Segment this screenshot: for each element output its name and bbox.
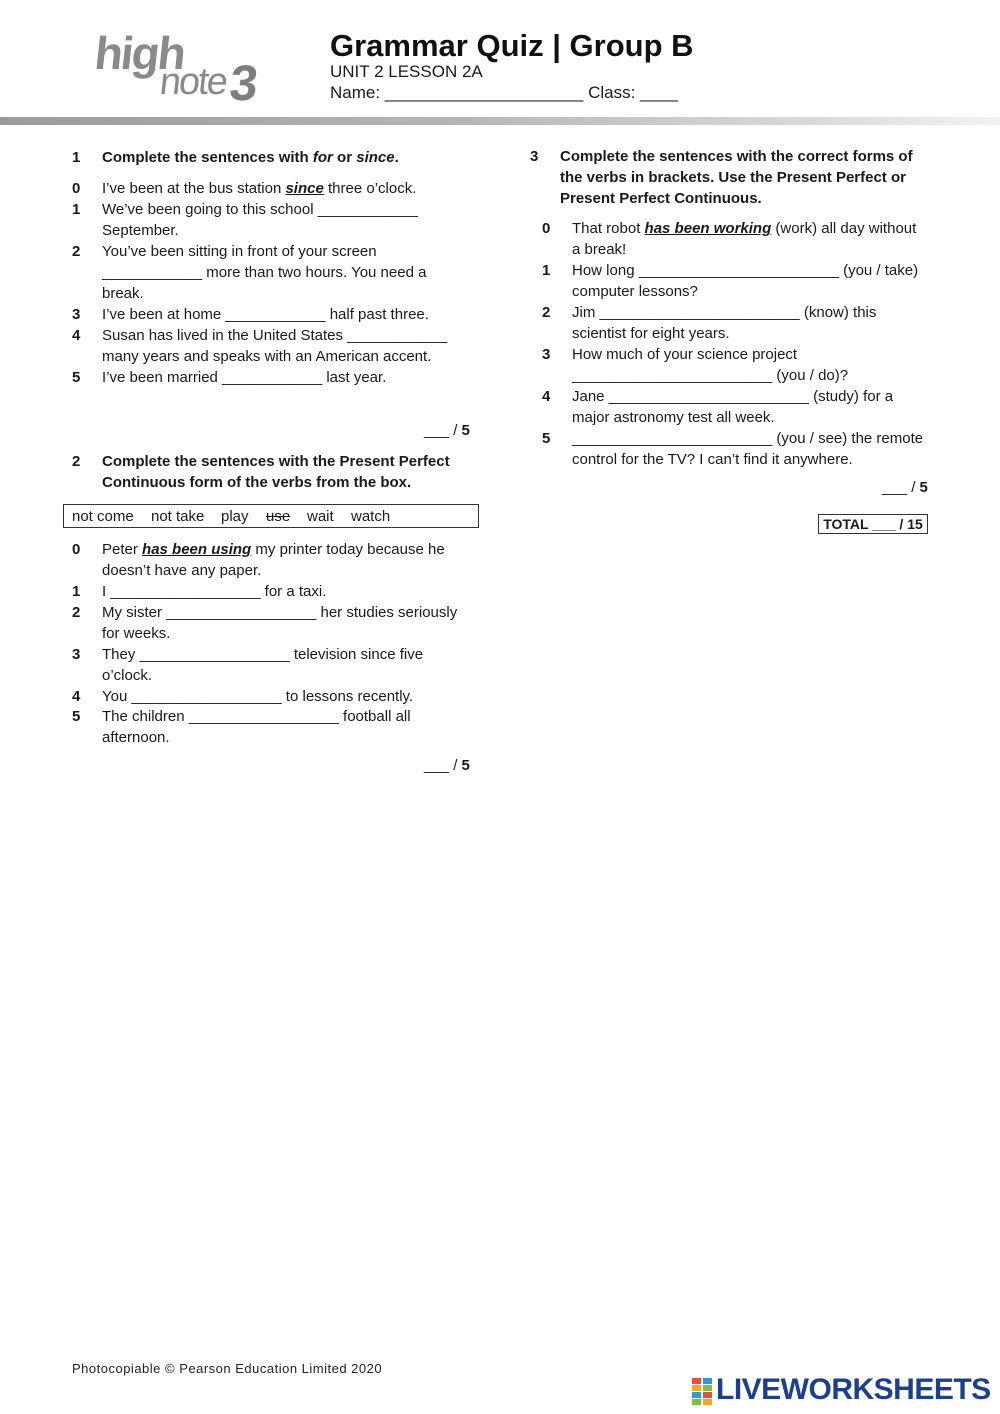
example-answer: has been working	[644, 220, 772, 237]
item-number: 1	[72, 201, 81, 218]
section-2-instruction: Complete the sentences with the Present Perfect	[102, 453, 450, 470]
sentence-line[interactable]: Jim ________________________ (know) this	[572, 304, 877, 321]
sentence-line: many years and speaks with an American accent.	[102, 348, 432, 365]
sentence-line[interactable]: ________________________ (you / do)?	[572, 367, 849, 384]
item-number: 3	[542, 346, 551, 363]
sentence-line: doesn’t have any paper.	[102, 562, 262, 579]
liveworksheets-cube-icon	[692, 1378, 714, 1404]
item-number: 3	[72, 646, 81, 663]
example-answer: has been using	[142, 541, 252, 558]
instruction-text: Complete the sentences with	[102, 149, 313, 166]
sentence-line: scientist for eight years.	[572, 325, 730, 342]
item-number: 4	[542, 388, 551, 405]
high-note-logo	[92, 27, 270, 111]
sentence-line[interactable]: My sister __________________ her studies seriously	[102, 604, 458, 621]
section-2-score	[424, 755, 470, 776]
instruction-period: .	[394, 149, 399, 166]
box-word: watch	[351, 508, 391, 525]
sentence-line[interactable]: How long ________________________ (you / take)	[572, 262, 919, 279]
logo-number: 3	[227, 55, 261, 111]
score-slash: /	[449, 757, 462, 774]
sentence-text: my printer today because he	[251, 541, 445, 558]
sentence-line: major astronomy test all week.	[572, 409, 775, 426]
item-number: 0	[542, 220, 551, 237]
sentence-line: break.	[102, 285, 144, 302]
sentence-line: September.	[102, 222, 179, 239]
example-sentence	[102, 539, 445, 560]
example-sentence	[572, 218, 916, 239]
box-word: not come	[72, 508, 134, 525]
item-number: 0	[72, 541, 81, 558]
section-2-number: 2	[72, 453, 81, 470]
total-score-box[interactable]: TOTAL ___ / 15	[818, 514, 928, 534]
logo-word-note: note	[157, 61, 229, 103]
item-number: 4	[72, 327, 81, 344]
box-word-used: use	[266, 508, 291, 525]
sentence-line: computer lessons?	[572, 283, 698, 300]
sentence-text: Peter	[102, 541, 143, 558]
score-total: 5	[461, 422, 470, 439]
liveworksheets-wordmark: LIVEWORKSHEETS	[716, 1373, 991, 1406]
sentence-text: (work) all day without	[771, 220, 917, 237]
sentence-text: That robot	[572, 220, 645, 237]
sentence-line[interactable]: ________________________ (you / see) the remote	[572, 430, 924, 447]
sentence-line: How much of your science project	[572, 346, 798, 363]
instruction-or: or	[332, 149, 357, 166]
score-slash: /	[449, 422, 462, 439]
sentence-line[interactable]: I __________________ for a taxi.	[102, 583, 327, 600]
word-box	[63, 504, 479, 528]
item-number: 5	[72, 369, 81, 386]
example-sentence	[102, 178, 416, 199]
section-1-score	[424, 420, 470, 441]
item-number: 5	[72, 708, 81, 725]
score-blank[interactable]: ___	[882, 479, 908, 496]
sentence-line[interactable]: We’ve been going to this school ____________	[102, 201, 418, 218]
header-divider	[0, 117, 1000, 125]
box-word: not take	[151, 508, 205, 525]
sentence-text: three o’clock.	[323, 180, 417, 197]
score-blank[interactable]: ___	[424, 422, 450, 439]
item-number: 2	[72, 604, 81, 621]
item-number: 5	[542, 430, 551, 447]
sentence-line[interactable]: Susan has lived in the United States ____________	[102, 327, 448, 344]
sentence-line[interactable]: I’ve been married ____________ last year.	[102, 369, 387, 386]
sentence-line: for weeks.	[102, 625, 171, 642]
section-3-instruction: Present Perfect Continuous.	[560, 190, 762, 207]
instruction-since: since	[356, 149, 395, 166]
sentence-line[interactable]: I’ve been at home ____________ half past three.	[102, 306, 429, 323]
sentence-line[interactable]: The children __________________ football all	[102, 708, 411, 725]
name-class-line: Name: _____________________ Class: ____	[330, 83, 678, 102]
item-number: 2	[72, 243, 81, 260]
sentence-line: control for the TV? I can’t find it anywhere.	[572, 451, 853, 468]
score-blank[interactable]: ___	[424, 757, 450, 774]
liveworksheets-logo	[692, 1373, 992, 1406]
item-number: 0	[72, 180, 81, 197]
section-3-score	[882, 477, 928, 498]
sentence-line: You’ve been sitting in front of your screen	[102, 243, 377, 260]
score-total: 5	[461, 757, 470, 774]
section-3-instruction: the verbs in brackets. Use the Present Perfect or	[560, 169, 906, 186]
instruction-for: for	[312, 149, 333, 166]
item-number: 2	[542, 304, 551, 321]
item-number: 4	[72, 688, 81, 705]
section-1-number: 1	[72, 149, 81, 166]
logo-word-high: high	[92, 27, 187, 79]
box-word: play	[221, 508, 249, 525]
sentence-line: afternoon.	[102, 729, 170, 746]
page-title: Grammar Quiz | Group B	[330, 28, 694, 63]
sentence-line[interactable]: Jane ________________________ (study) for a	[572, 388, 894, 405]
example-answer: since	[285, 180, 324, 197]
item-number: 1	[542, 262, 551, 279]
page-subtitle: UNIT 2 LESSON 2A	[330, 62, 483, 81]
sentence-line[interactable]: They __________________ television since five	[102, 646, 424, 663]
sentence-text: I’ve been at the bus station	[102, 180, 286, 197]
sentence-line[interactable]: You __________________ to lessons recently.	[102, 688, 414, 705]
copyright-footer: Photocopiable © Pearson Education Limited 2020	[72, 1361, 383, 1376]
item-number: 3	[72, 306, 81, 323]
box-word: wait	[307, 508, 334, 525]
sentence-line[interactable]: ____________ more than two hours. You need a	[102, 264, 427, 281]
section-3-instruction: Complete the sentences with the correct forms of	[560, 148, 913, 165]
sentence-line: a break!	[572, 241, 627, 258]
section-2-instruction: Continuous form of the verbs from the box.	[102, 474, 412, 491]
score-total: 5	[919, 479, 928, 496]
item-number: 1	[72, 583, 81, 600]
section-3-number: 3	[530, 148, 539, 165]
score-slash: /	[907, 479, 920, 496]
section-1-instruction	[102, 147, 399, 168]
sentence-line: o’clock.	[102, 667, 153, 684]
